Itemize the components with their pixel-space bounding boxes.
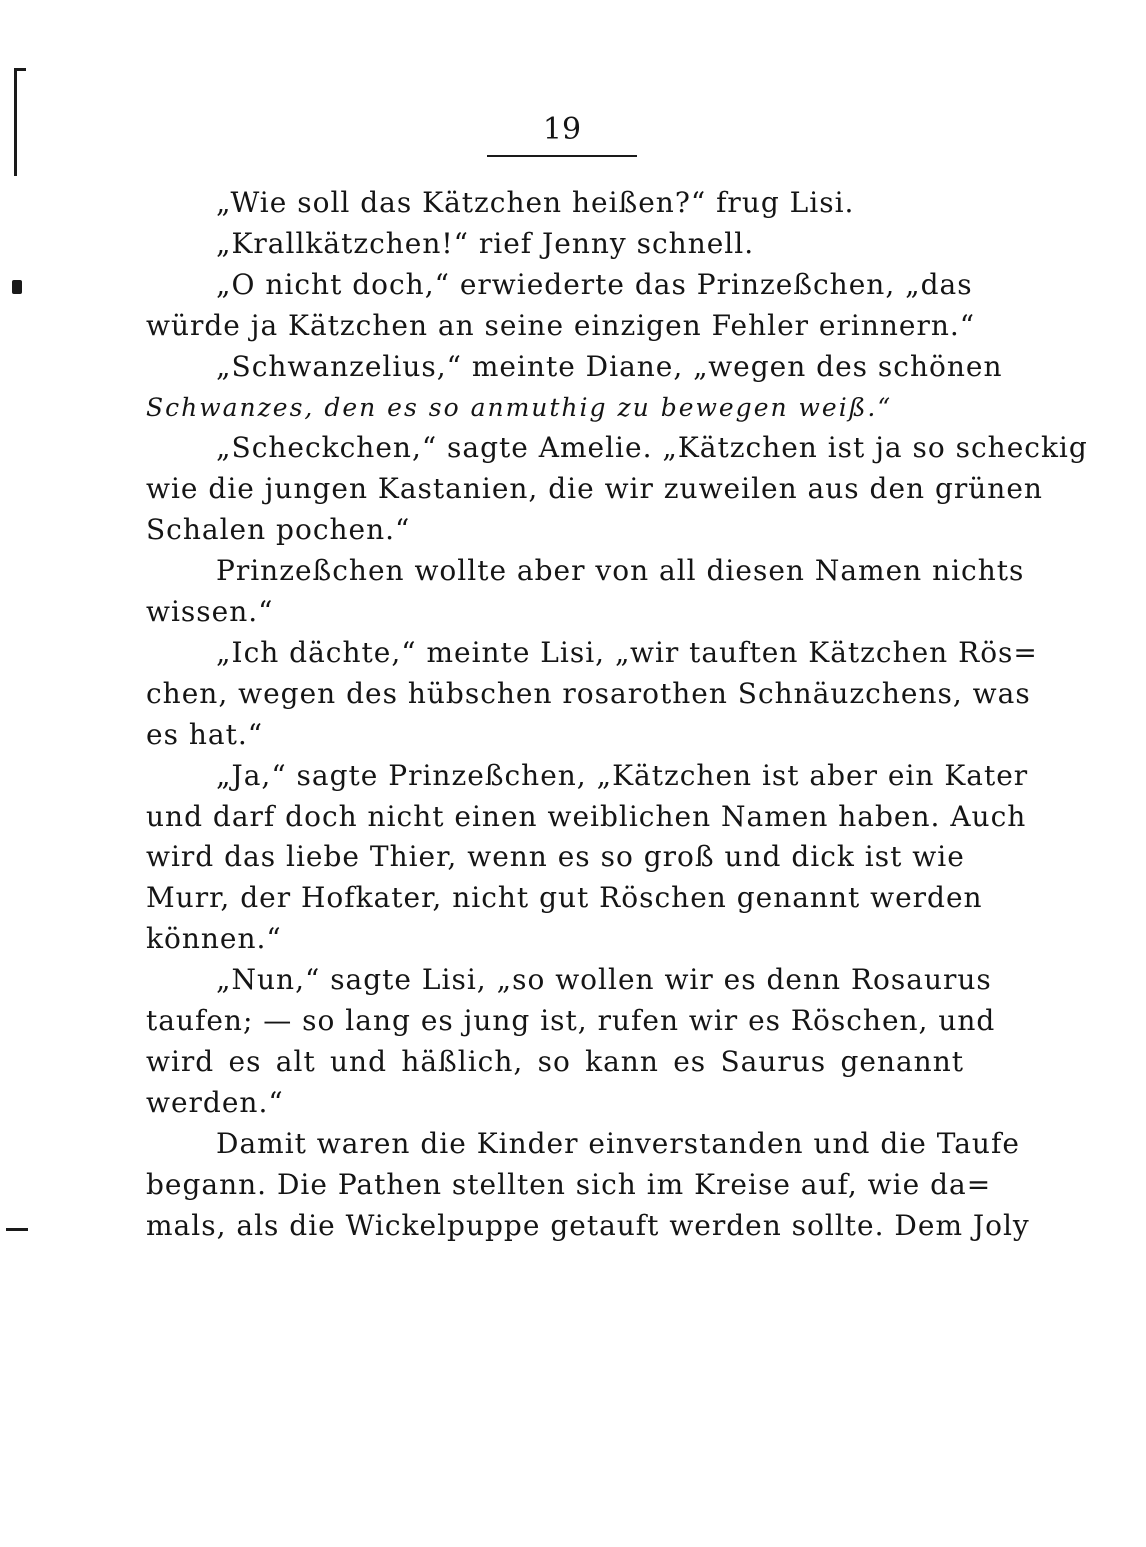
text-line: wissen.“ — [146, 595, 274, 628]
text-line: „Scheckchen,“ sagte Amelie. „Kätzchen ist ja so scheckig — [216, 431, 1088, 464]
text-line: taufen; — so lang es jung ist, rufen wir es Röschen, und — [146, 1004, 996, 1037]
text-line: Murr, der Hofkater, nicht gut Röschen genannt werden — [146, 881, 983, 914]
text-line: wie die jungen Kastanien, die wir zuweilen aus den grünen — [146, 472, 1043, 505]
text-line: „O nicht doch,“ erwiederte das Prinzeßchen, „das — [216, 268, 973, 301]
margin-mark-top — [14, 68, 17, 176]
margin-mark-arrow — [12, 280, 22, 294]
text-line: chen, wegen des hübschen rosarothen Schnäuzchens, was — [146, 677, 1031, 710]
text-line: wird das liebe Thier, wenn es so groß und dick ist wie — [146, 840, 965, 873]
text-line: begann. Die Pathen stellten sich im Kreise auf, wie da= — [146, 1168, 992, 1201]
text-line: Damit waren die Kinder einverstanden und die Taufe — [216, 1127, 1020, 1160]
text-line: „Krallkätzchen!“ rief Jenny schnell. — [216, 227, 755, 260]
text-line: werden.“ — [146, 1086, 284, 1119]
text-line: Schalen pochen.“ — [146, 513, 411, 546]
text-line: mals, als die Wickelpuppe getauft werden sollte. Dem Joly — [146, 1209, 1030, 1242]
text-line: „Schwanzelius,“ meinte Diane, „wegen des schönen — [216, 350, 1003, 383]
text-line: Prinzeßchen wollte aber von all diesen Namen nichts — [216, 554, 1025, 587]
text-line: „Ich dächte,“ meinte Lisi, „wir tauften Kätzchen Rös= — [216, 636, 1038, 669]
text-line: „Nun,“ sagte Lisi, „so wollen wir es denn Rosaurus — [216, 963, 992, 996]
text-line: „Wie soll das Kätzchen heißen?“ frug Lisi. — [216, 186, 855, 219]
text-line: „Ja,“ sagte Prinzeßchen, „Kätzchen ist aber ein Kater — [216, 759, 1029, 792]
text-line: es hat.“ — [146, 718, 264, 751]
page-number-rule — [487, 155, 637, 157]
page-number: 19 — [542, 112, 582, 147]
text-line: würde ja Kätzchen an seine einzigen Fehler erinnern.“ — [146, 309, 976, 342]
text-line: können.“ — [146, 922, 282, 955]
text-line: wird es alt und häßlich, so kann es Saurus genannt — [146, 1045, 964, 1078]
text-line: Schwanzes, den es so anmuthig zu bewegen weiß.“ — [146, 393, 893, 422]
text-line: und darf doch nicht einen weiblichen Namen haben. Auch — [146, 800, 1027, 833]
margin-mark-top-tick — [14, 68, 26, 71]
margin-mark-bottom — [6, 1228, 28, 1231]
